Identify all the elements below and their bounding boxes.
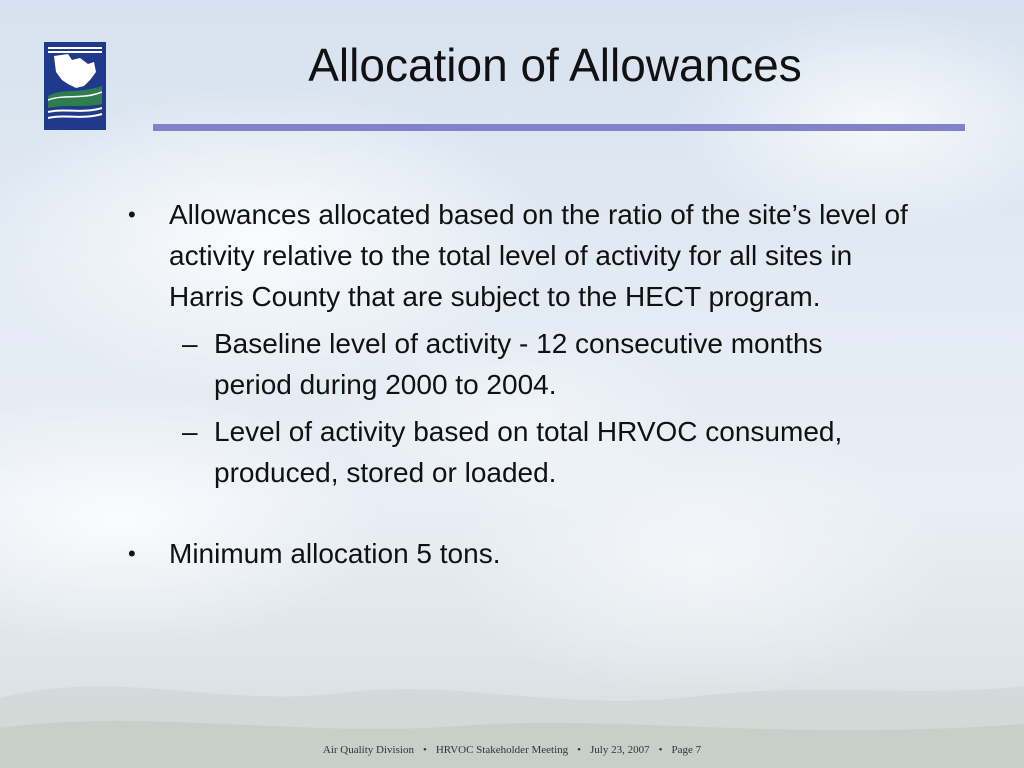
footer-page: Page 7 [671,744,702,756]
bullet-text: Minimum allocation 5 tons. [169,538,501,569]
sub-bullet-item [128,411,908,493]
agency-logo-icon [44,42,106,130]
dash-icon: – [182,328,198,359]
footer-date: July 23, 2007 [590,744,650,756]
slide-title: Allocation of Allowances [308,39,802,91]
bullet-icon: • [128,541,136,566]
bullet-text: Allowances allocated based on the ratio of the site’s level of activity relative to the total level of activity for all sites in Harris County that are subject to the HECT program. [169,199,908,312]
bullet-icon: • [128,202,136,227]
sub-bullet-item [128,323,908,405]
spacer [128,493,908,533]
title-underline [153,124,965,131]
footer-meeting: HRVOC Stakeholder Meeting [435,744,569,756]
sub-bullet-text: Level of activity based on total HRVOC consumed, produced, stored or loaded. [214,416,843,488]
sub-bullet-text: Baseline level of activity - 12 consecutive months period during 2000 to 2004. [214,328,823,400]
slide-content [128,194,908,574]
footer-division: Air Quality Division [322,744,414,756]
footer-separator: • [658,744,663,756]
slide-footer [0,744,1024,756]
dash-icon: – [182,416,198,447]
bullet-item [128,533,908,574]
footer-separator: • [422,744,427,756]
bullet-item [128,194,908,317]
footer-separator: • [577,744,581,756]
